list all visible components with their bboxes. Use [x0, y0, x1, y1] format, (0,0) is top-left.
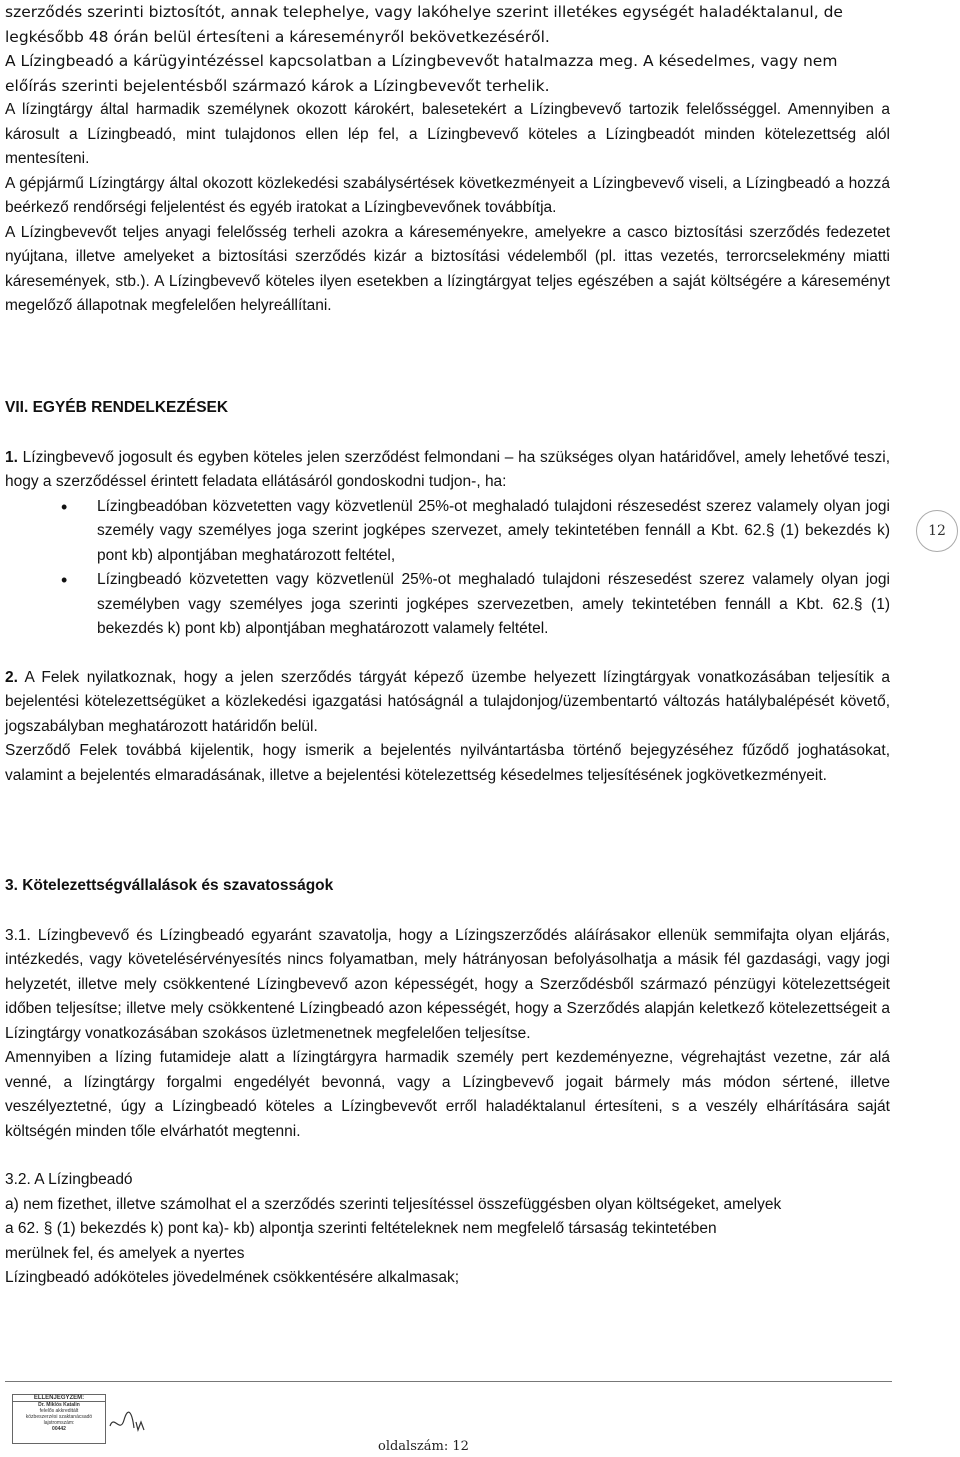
stamp-name: Dr. Miklós Katalin [38, 1402, 80, 1408]
list-item-text: Lízingbeadóban közvetetten vagy közvetlenül 25%-ot meghaladó tulajdoni részesedést szerez valamely olyan jogi személy vagy személyes joga szerint jogképes szervezet, amely tekintetében fennáll a Kbt. 62.§ (1) bekezdés k) pont kb) alpontjában meghatározott feltétel, [97, 497, 890, 564]
side-page-number: 12 [928, 523, 946, 539]
footer-divider [5, 1381, 892, 1382]
paragraph-line: a 62. § (1) bekezdés k) pont ka)- kb) alpontja szerinti feltételeknek nem megfelelő társaság tekintetében [5, 1220, 717, 1237]
stamp-line: felelős akkreditált [39, 1408, 79, 1414]
stamp-reg: 00442 [52, 1426, 66, 1432]
list-item-text: Lízingbeadó közvetetten vagy közvetlenül 25%-ot meghaladó tulajdoni részesedést szerez valamely olyan jogi személyben vagy személyes joga szerinti jogképes szervezetben, amely tekintetében fennáll a Kbt. 62.§ (1) bekezdés k) pont kb) alpontjában meghatározott valamely feltétel. [97, 571, 890, 637]
section-heading: VII. EGYÉB RENDELKEZÉSEK [5, 399, 229, 416]
paragraph-line: előírás szerinti bejelentésből származó károk a Lízingbevevőt terhelik. [5, 76, 550, 95]
clause-number: 2. [5, 668, 18, 686]
condition-list [5, 495, 890, 642]
stamp-line: lajstromszám: [43, 1420, 75, 1426]
clause-text: A Felek nyilatkoznak, hogy a jelen szerződés tárgyát képező üzembe helyezett lízingtárgyak vonatkozásában teljesítik a bejelentési kötelezettségüket a közlekedési igazgatási hatóságnál a tulajdonjog/üzembentartó változás hatálybalépését követő, jogszabályban meghatározott határidőn belül. [5, 668, 890, 735]
top-block [5, 0, 890, 319]
clause-3-1-continuation: Amennyiben a lízing futamideje alatt a lízingtárgyra harmadik személy pert kezdeményezne, végrehajtást vezetne, zár alá venné, a lízingtárgy forgalmi engedélyét bevonná, vagy a Lízingbevevő jogait bármely más módon sértené, illetve veszélyeztetné, úgy a Lízingbeadó köteles a Lízingbevevőt erről haladéktalanul értesíteni, s a veszély elhárítására saját költségén minden tőle elvárhatót megtenni. [5, 1049, 890, 1140]
stamp-title: ELLENJEGYZEM: [13, 1395, 105, 1402]
paragraph-line: szerződés szerinti biztosítót, annak telephelye, vagy lakóhelye szerint illetékes egységét haladéktalanul, de [5, 3, 843, 21]
countersign-stamp [12, 1394, 106, 1444]
clause-3-1: 3.1. Lízingbevevő és Lízingbeadó egyaránt szavatolja, hogy a Lízingszerződés aláírásakor ellenük semmifajta olyan eljárás, intézkedés, vagy követelésérvényesítés nincs folyamatban, mely hátrányosan befolyásolhatja a másik fél gazdasági, vagy jogi helyzetét, illetve mely csökkentené Lízingbevevő azon képességét, hogy a Szerződésből származó pénzügyi kötelezettségeit időben teljesítse; illetve mely csökkentené Lízingbeadó azon képességét, hogy a Szerződés alapján keletkező kötelezettségeit a Lízingtárgy vonatkozásában szokásos üzletmenetnek megfelelően teljesítse. [5, 926, 890, 1042]
signature-icon [108, 1408, 148, 1438]
clause-2 [5, 666, 890, 740]
section-vii [5, 396, 890, 788]
section-heading: 3. Kötelezettségvállalások és szavatosságok [5, 877, 334, 894]
list-item [5, 568, 890, 642]
list-item [5, 495, 890, 569]
paragraph-line: A Lízingbeadó a kárügyintézéssel kapcsolatban a Lízingbevevőt hatalmazza meg. A késedelmes, vagy nem [5, 52, 838, 70]
clause-text: Lízingbevevő jogosult és egyben köteles jelen szerződést felmondani – ha szükséges olyan határidővel, amely lehetővé teszi, hogy a szerződéssel érintett feladata ellátásáról gondoskodni tudjon-, ha: [5, 448, 890, 490]
clause-2-continuation: Szerződő Felek továbbá kijelentik, hogy ismerik a bejelentés nyilvántartásba történő bejegyzéséhez fűződő joghatásokat, valamint a bejelentés elmaradásának, illetve a bejelentési kötelezettség késedelmes teljesítésének jogkövetkezményeit. [5, 742, 890, 784]
bullet-icon: • [61, 570, 68, 590]
footer-page-number: oldalszám: 12 [378, 1439, 469, 1454]
clause-1 [5, 446, 890, 495]
stamp-line: közbeszerzési szaktanácsadó [25, 1414, 93, 1420]
paragraph-line: legkésőbb 48 órán belül értesíteni a káreseményről bekövetkezéséről. [5, 27, 550, 46]
bullet-icon: • [61, 496, 68, 517]
liability-third-party-paragraph: A lízingtárgy által harmadik személynek okozott károkért, balesetekért a Lízingbevevő tartozik felelősséggel. Amennyiben a károsult a Lízingbeadó, mint tulajdonos ellen lép fel, a Lízingbevevő köteles a Lízingbeadót minden kötelezettség alól mentesíteni. [5, 101, 890, 167]
clause-number: 1. [5, 448, 18, 466]
traffic-violations-paragraph: A gépjármű Lízingtárgy által okozott közlekedési szabálysértések következményeit a Lízingbevevő viseli, a Lízingbeadó a hozzá beérkező rendőrségi feljelentést és egyéb iratokat a Lízingbevevőnek továbbítja. [5, 174, 890, 216]
paragraph-line: a) nem fizethet, illetve számolhat el a szerződés szerinti teljesítéssel összefüggésben olyan költségeket, amelyek [5, 1195, 782, 1213]
clause-3-2-title: 3.2. A Lízingbeadó [5, 1171, 133, 1188]
paragraph-line: merülnek fel, és amelyek a nyertes [5, 1244, 245, 1262]
paragraph-line: Lízingbeadó adóköteles jövedelmének csökkentésére alkalmasak; [5, 1269, 460, 1286]
full-liability-paragraph: A Lízingbevevőt teljes anyagi felelősség terheli azokra a káreseményekre, amelyekre a casco biztosítási szerződés fedezetet nyújtana, illetve amelyeket a biztosítási szerződés kizár a biztosítási védelemből (pl. ittas vezetés, terrorcselekmény miatti káresemények, stb.). A Lízingbevevő köteles ilyen esetekben a lízingtárgyat teljes egészében a saját költségére a káreseményt megelőző állapotnak megfelelően helyreállítani. [5, 223, 890, 314]
section-3 [5, 874, 890, 1291]
side-page-number-badge [916, 510, 958, 552]
